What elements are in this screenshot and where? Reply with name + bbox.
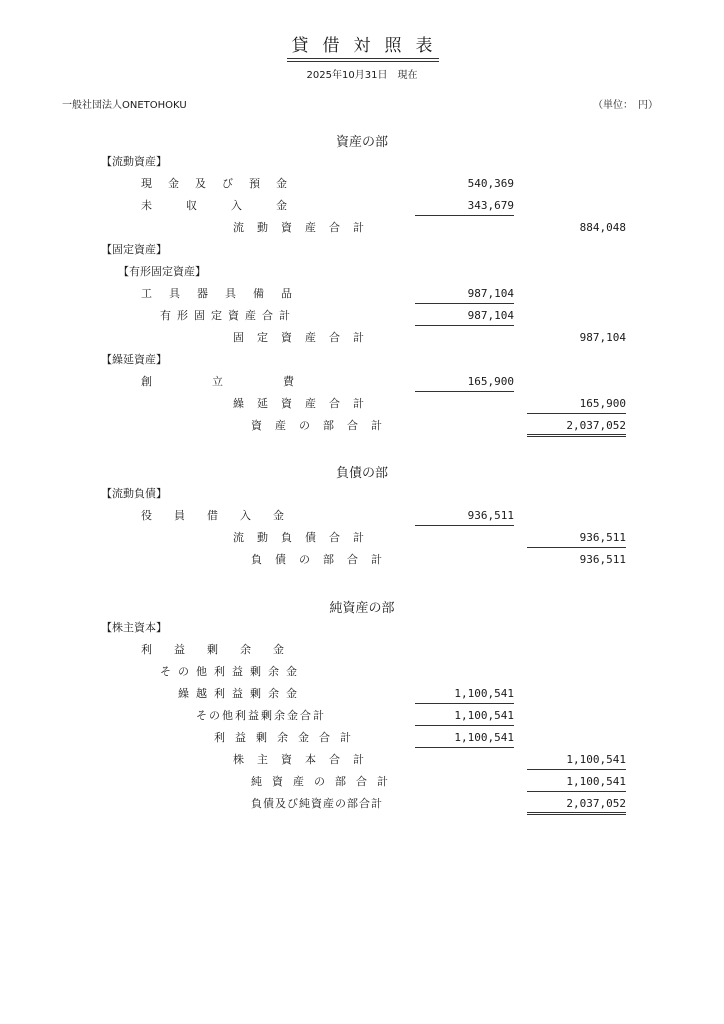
equity-heading: 【株主資本】 [101, 621, 167, 634]
subtotal-rule [415, 303, 514, 304]
receivables-label: 未収入金 [141, 199, 321, 212]
liabilities-section-total-value: 936,511 [579, 553, 626, 566]
total-rule [527, 769, 626, 770]
other-retained-total-label: その他利益剰余金合計 [196, 709, 326, 722]
title-underline [287, 58, 439, 59]
receivables-value: 343,679 [467, 199, 514, 212]
retained-earnings-label: 利益剰余金 [141, 643, 306, 656]
other-retained-total-value: 1,100,541 [454, 709, 514, 722]
current-liabilities-total-value: 936,511 [579, 531, 626, 544]
cash-deposits-value: 540,369 [467, 177, 514, 190]
fixed-assets-total-value: 987,104 [579, 331, 626, 344]
current-assets-total-value: 884,048 [579, 221, 626, 234]
cash-deposits-label: 現金及び預金 [141, 177, 303, 190]
subtotal-rule [415, 725, 514, 726]
subtotal-rule [415, 747, 514, 748]
grand-total-label: 負債及び純資産の部合計 [251, 797, 383, 810]
retained-total-value: 1,100,541 [454, 731, 514, 744]
current-assets-heading: 【流動資産】 [101, 155, 167, 168]
company-name: 一般社団法人ONETOHOKU [62, 100, 187, 111]
carried-forward-value: 1,100,541 [454, 687, 514, 700]
deferred-assets-total-label: 繰延資産合計 [233, 397, 377, 410]
retained-total-label: 利益剰余金合計 [214, 731, 361, 744]
subtotal-rule [415, 391, 514, 392]
as-of-date: 2025年10月31日 現在 [306, 70, 418, 81]
current-liabilities-heading: 【流動負債】 [101, 487, 167, 500]
current-assets-total-label: 流動資産合計 [233, 221, 377, 234]
total-rule [527, 791, 626, 792]
net-assets-section-title: 純資産の部 [329, 601, 395, 616]
carried-forward-label: 繰越利益剰余金 [178, 687, 304, 700]
tangible-total-value: 987,104 [467, 309, 514, 322]
organization-cost-value: 165,900 [467, 375, 514, 388]
tangible-total-label: 有形固定資産合計 [160, 309, 296, 322]
officer-loan-value: 936,511 [467, 509, 514, 522]
fixed-assets-heading: 【固定資産】 [101, 243, 167, 256]
equipment-value: 987,104 [467, 287, 514, 300]
document-title: 貸借対照表 [291, 36, 447, 56]
equipment-label: 工具器具備品 [141, 287, 309, 300]
total-rule [527, 547, 626, 548]
unit-label: （単位： 円） [593, 100, 658, 111]
assets-section-title: 資産の部 [335, 135, 388, 150]
equity-total-value: 1,100,541 [566, 753, 626, 766]
equity-total-label: 株主資本合計 [233, 753, 377, 766]
net-assets-total-label: 純資産の部合計 [251, 775, 398, 788]
subtotal-rule [415, 703, 514, 704]
double-total-rule [527, 812, 626, 815]
tangible-assets-heading: 【有形固定資産】 [118, 265, 206, 278]
fixed-assets-total-label: 固定資産合計 [233, 331, 377, 344]
subtotal-rule [415, 215, 514, 216]
grand-total-value: 2,037,052 [566, 797, 626, 810]
subtotal-rule [415, 525, 514, 526]
officer-loan-label: 役員借入金 [141, 509, 306, 522]
deferred-assets-total-value: 165,900 [579, 397, 626, 410]
current-liabilities-total-label: 流動負債合計 [233, 531, 377, 544]
net-assets-total-value: 1,100,541 [566, 775, 626, 788]
assets-section-total-label: 資産の部合計 [251, 419, 395, 432]
subtotal-rule [415, 325, 514, 326]
organization-cost-label: 創立費 [141, 375, 354, 388]
liabilities-section-title: 負債の部 [335, 466, 388, 481]
liabilities-section-total-label: 負債の部合計 [251, 553, 395, 566]
assets-section-total-value: 2,037,052 [566, 419, 626, 432]
deferred-assets-heading: 【繰延資産】 [101, 353, 167, 366]
other-retained-label: その他利益剰余金 [160, 665, 304, 678]
total-rule [527, 413, 626, 414]
double-total-rule [527, 434, 626, 437]
title-underline-2 [287, 61, 439, 62]
